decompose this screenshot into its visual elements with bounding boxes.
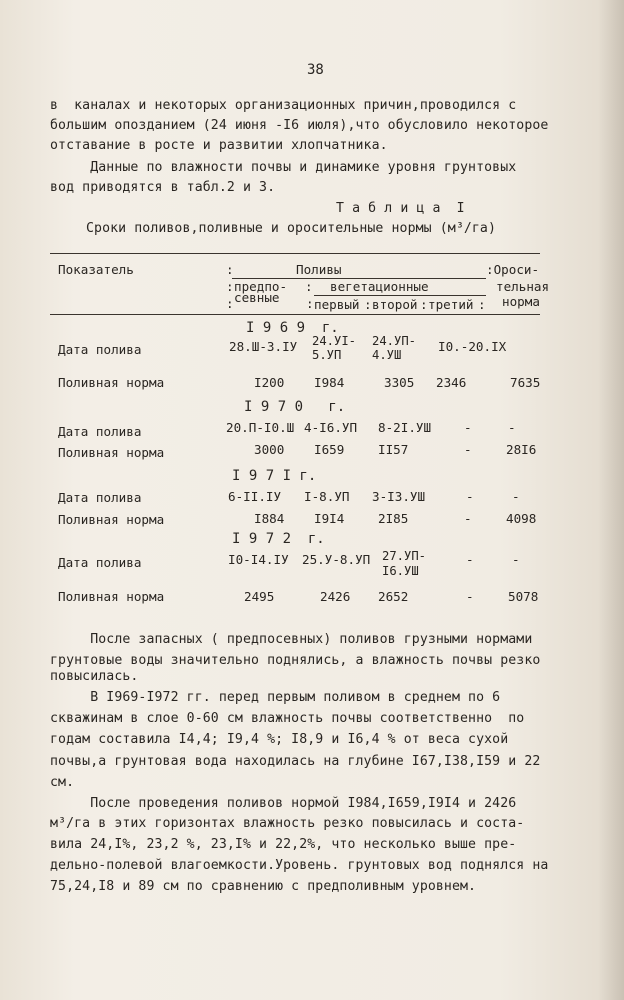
- body-line-1: После запасных ( предпосевных) поливов грузными нормами: [50, 632, 533, 647]
- header-predposev-1: предпо-: [234, 279, 288, 294]
- row-1970-date-total: -: [508, 420, 516, 435]
- row-1972-norm-total: 5078: [508, 589, 539, 604]
- body-line-11: вила 24,I%, 23,2 %, 23,I% и 22,2%, что несколько выше пре-: [50, 837, 517, 852]
- header-oros-3: норма: [502, 294, 540, 309]
- year-1969: I 9 6 9 г.: [246, 320, 339, 336]
- header-oros-2: тельная: [496, 279, 550, 294]
- row-1969-date-second: 24.УП- 4.УШ: [372, 334, 417, 362]
- row-1972-norm-pre: 2495: [244, 589, 275, 604]
- header-sep: :: [305, 279, 313, 294]
- row-1971-date-label: Дата полива: [58, 490, 142, 505]
- header-second: второй: [372, 297, 418, 312]
- page-edge-shadow: [598, 0, 624, 1000]
- row-1969-norm-label: Поливная норма: [58, 375, 165, 390]
- table-label: Т а б л и ц а I: [336, 201, 465, 216]
- row-1970-norm-total: 28I6: [506, 442, 537, 457]
- row-1970-date-third: -: [464, 420, 472, 435]
- row-1971-date-first: I-8.УП: [304, 489, 350, 504]
- row-1972-date-total: -: [512, 552, 520, 567]
- body-line-3: повысилась.: [50, 669, 139, 684]
- row-1972-norm-second: 2652: [378, 589, 409, 604]
- header-vegetation: вегетационные: [330, 279, 429, 294]
- body-line-13: 75,24,I8 и 89 см по сравнению с предполивным уровнем.: [50, 879, 477, 894]
- header-indicator: Показатель: [58, 262, 134, 277]
- row-1969-date-first: 24.УI- 5.УП: [312, 334, 357, 362]
- row-1972-date-second: 27.УП- I6.УШ: [382, 549, 427, 578]
- row-1972-date-first: 25.У-8.УП: [302, 552, 371, 567]
- header-predposev-2: севные: [234, 290, 280, 305]
- row-1971-norm-third: -: [464, 511, 472, 526]
- intro-line-3: отставание в росте и развитии хлопчатника.: [50, 138, 388, 153]
- row-1970-date-first: 4-I6.УП: [304, 420, 358, 435]
- row-1970-norm-label: Поливная норма: [58, 445, 165, 460]
- row-1970-date-pre: 20.П-I0.Ш: [226, 420, 295, 435]
- header-sep: :: [420, 297, 428, 312]
- header-sep: :: [226, 279, 234, 294]
- row-1969-norm-second: 3305: [384, 375, 415, 390]
- row-1971-date-second: 3-I3.УШ: [372, 489, 426, 504]
- row-1969-date-label: Дата полива: [58, 342, 142, 357]
- row-1972-date-pre: I0-I4.IУ: [228, 552, 289, 567]
- header-vegetation-rule: [314, 295, 486, 296]
- body-line-6: годам составила I4,4; I9,4 %; I8,9 и I6,4 % от веса сухой: [50, 732, 509, 747]
- row-1969-norm-total: 7635: [510, 375, 541, 390]
- year-1970: I 9 7 0 г.: [244, 399, 346, 415]
- row-1972-norm-third: -: [466, 589, 474, 604]
- row-1971-norm-second: 2I85: [378, 511, 409, 526]
- body-line-5: скважинам в слое 0-60 см влажность почвы соответственно по: [50, 711, 525, 726]
- header-sep: :: [226, 296, 234, 311]
- row-1972-norm-label: Поливная норма: [58, 589, 165, 604]
- body-line-12: дельно-полевой влагоемкости.Уровень. грунтовых вод поднялся на: [50, 858, 549, 873]
- body-line-10: м³/га в этих горизонтах влажность резко повысилась и соста-: [50, 816, 525, 831]
- row-1970-norm-pre: 3000: [254, 442, 285, 457]
- header-poliv: Поливы: [296, 262, 342, 277]
- row-1971-date-total: -: [512, 489, 520, 504]
- row-1969-norm-third: 2346: [436, 375, 467, 390]
- header-sep: :: [364, 297, 372, 312]
- year-1972: I 9 7 2 г.: [232, 531, 325, 547]
- intro-line-4: Данные по влажности почвы и динамике уровня грунтовых: [50, 160, 517, 175]
- row-1970-date-second: 8-2I.УШ: [378, 420, 432, 435]
- table-caption: Сроки поливов,поливные и оросительные нормы (м³/га): [86, 221, 497, 236]
- row-1970-date-label: Дата полива: [58, 424, 142, 439]
- row-1972-date-label: Дата полива: [58, 555, 142, 570]
- body-line-7: почвы,а грунтовая вода находилась на глубине I67,I38,I59 и 22: [50, 754, 541, 769]
- row-1971-norm-label: Поливная норма: [58, 512, 165, 527]
- row-1969-date-third-total: I0.-20.IX: [438, 339, 507, 354]
- intro-line-5: вод приводятся в табл.2 и 3.: [50, 180, 276, 195]
- header-bottom-rule: [50, 314, 540, 315]
- header-first: первый: [314, 297, 360, 312]
- year-1971: I 9 7 I г.: [232, 468, 317, 484]
- header-sep: :: [306, 296, 314, 311]
- body-line-8: см.: [50, 775, 75, 790]
- body-line-4: В I969-I972 гг. перед первым поливом в среднем по 6: [50, 690, 501, 705]
- table-top-rule: [50, 253, 540, 254]
- row-1971-date-pre: 6-II.IУ: [228, 489, 282, 504]
- intro-line-2: большим опозданием (24 июня -I6 июля),что обусловило некоторое: [50, 118, 549, 133]
- page-number: 38: [307, 62, 324, 78]
- row-1970-norm-first: I659: [314, 442, 345, 457]
- row-1971-norm-pre: I884: [254, 511, 285, 526]
- row-1972-date-third: -: [466, 552, 474, 567]
- row-1969-norm-pre: I200: [254, 375, 285, 390]
- header-oros-1: :Ороси-: [486, 262, 540, 277]
- row-1972-norm-first: 2426: [320, 589, 351, 604]
- header-third: третий: [428, 297, 474, 312]
- row-1970-norm-second: II57: [378, 442, 409, 457]
- header-sep: :: [478, 297, 486, 312]
- body-line-2: грунтовые воды значительно поднялись, а влажность почвы резко: [50, 653, 541, 668]
- intro-line-1: в каналах и некоторых организационных причин,проводился с: [50, 98, 517, 113]
- row-1969-norm-first: I984: [314, 375, 345, 390]
- header-sep: :: [226, 262, 234, 277]
- row-1969-date-pre: 28.Ш-3.IУ: [229, 339, 298, 354]
- row-1970-norm-third: -: [464, 442, 472, 457]
- body-line-9: После проведения поливов нормой I984,I659,I9I4 и 2426: [50, 796, 517, 811]
- row-1971-norm-first: I9I4: [314, 511, 345, 526]
- row-1971-date-third: -: [466, 489, 474, 504]
- row-1971-norm-total: 4098: [506, 511, 537, 526]
